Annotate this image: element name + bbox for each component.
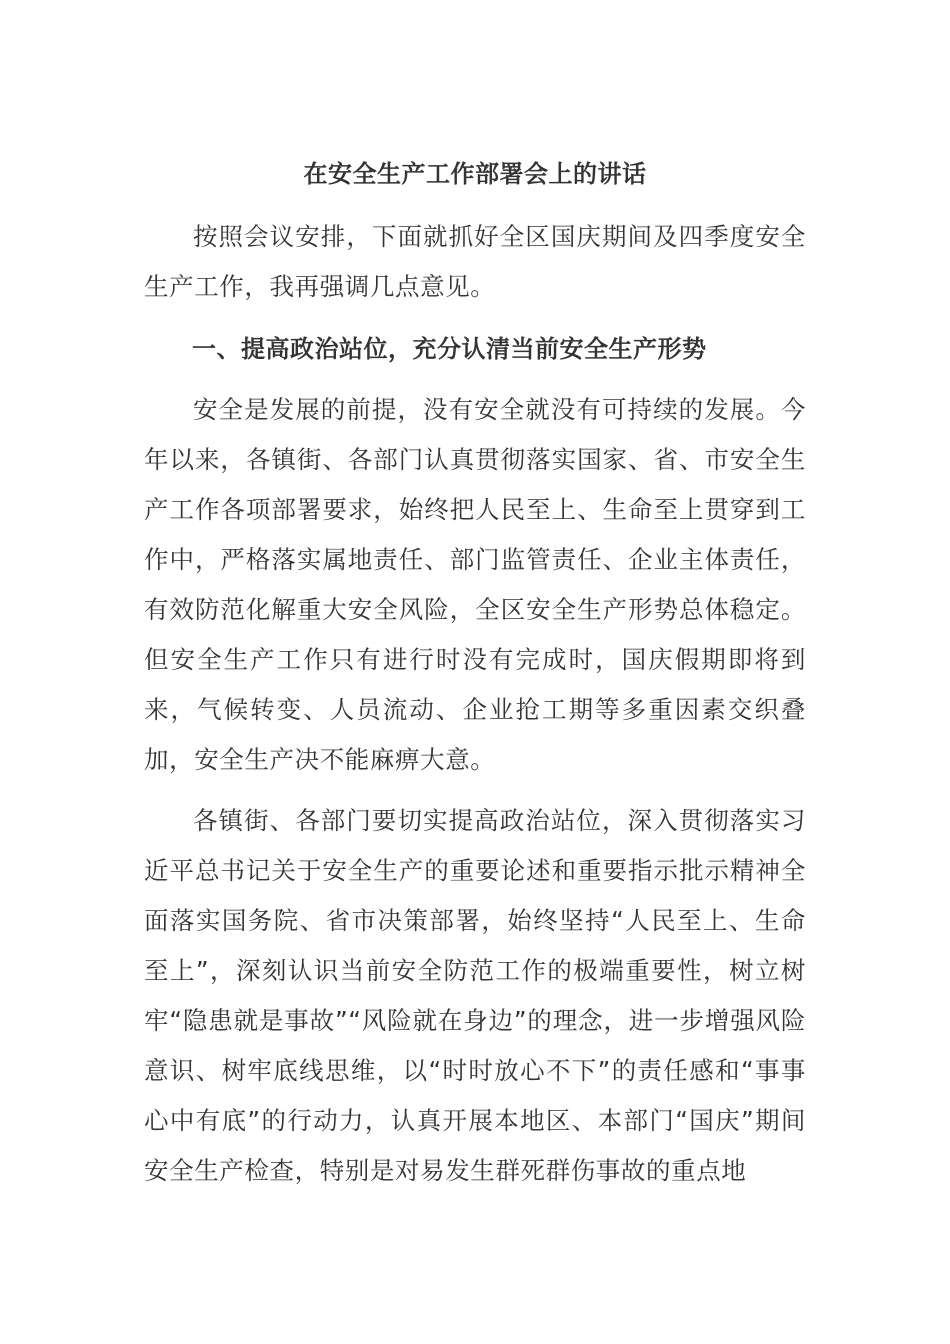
body-paragraph-2: 各镇街、各部门要切实提高政治站位，深入贯彻落实习近平总书记关于安全生产的重要论述和重要指示批示精神全面落实国务院、省市决策部署，始终坚持“人民至上、生命至上”，深刻认识当前安全防范工作的极端重要性，树立树牢“隐患就是事故”“风险就在身边”的理念，进一步增强风险意识、树牢底线思维，以“时时放心不下”的责任感和“事事心中有底”的行动力，认真开展本地区、本部门“国庆”期间安全生产检查，特别是对易发生群死群伤事故的重点地: [144, 806, 806, 1185]
intro-paragraph: 按照会议安排，下面就抓好全区国庆期间及四季度安全生产工作，我再强调几点意见。: [144, 222, 806, 301]
document-title: 在安全生产工作部署会上的讲话: [303, 160, 647, 188]
body-paragraph-1: 安全是发展的前提，没有安全就没有可持续的发展。今年以来，各镇街、各部门认真贯彻落实国家、省、市安全生产工作各项部署要求，始终把人民至上、生命至上贯穿到工作中，严格落实属地责任、部门监管责任、企业主体责任，有效防范化解重大安全风险，全区安全生产形势总体稳定。但安全生产工作只有进行时没有完成时，国庆假期即将到来，气候转变、人员流动、企业抢工期等多重因素交织叠加，安全生产决不能麻痹大意。: [144, 395, 806, 774]
section-heading-1: 一、提高政治站位，充分认清当前安全生产形势: [192, 335, 707, 363]
